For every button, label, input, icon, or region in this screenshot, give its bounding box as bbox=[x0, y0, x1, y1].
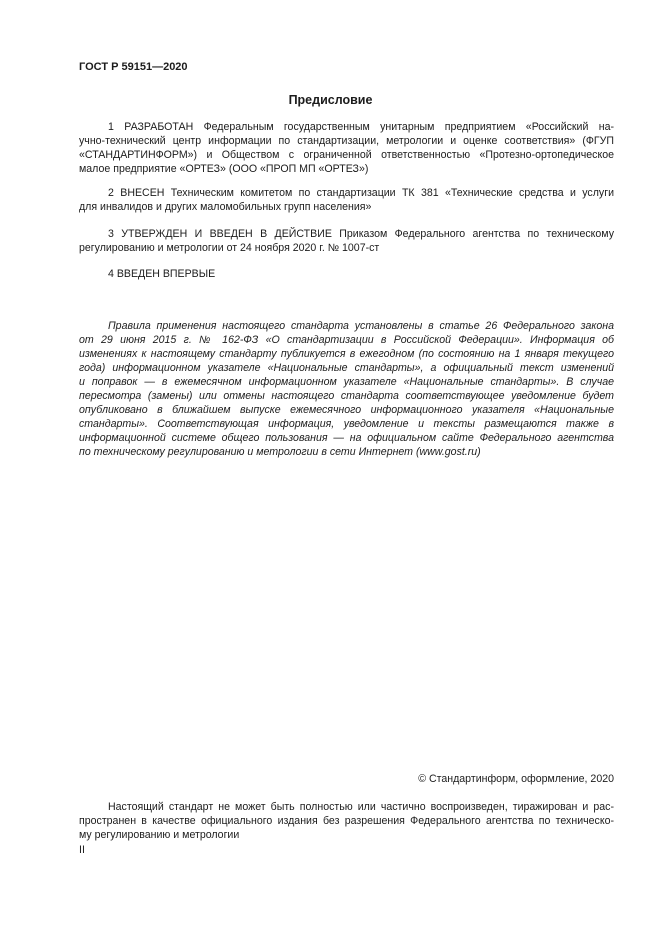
notice-line: стандарты». Соответствующая информация, уведомление и тексты размещаются также в bbox=[79, 418, 614, 430]
notice-line: от 29 июня 2015 г. № 162-ФЗ «О стандартизации в Российской Федерации». Информация об bbox=[79, 334, 614, 346]
paragraph-first-time bbox=[79, 267, 614, 281]
paragraph-introduced bbox=[79, 186, 614, 214]
paragraph-line: регулированию и метрологии от 24 ноября 2020 г. № 1007-ст bbox=[79, 242, 380, 254]
notice-line: пересмотра (замены) или отмены настоящего стандарта соответствующее уведомление будет bbox=[79, 390, 614, 402]
notice-line: Правила применения настоящего стандарта установлены в статье 26 Федерального закона bbox=[108, 320, 614, 332]
paragraph-line: 2 ВНЕСЕН Техническим комитетом по стандартизации ТК 381 «Технические средства и услуги bbox=[108, 187, 614, 199]
paragraph-line: учно-технический центр информации по стандартизации, метрологии и оценке соответствия» (ФГУП bbox=[79, 135, 614, 147]
notice-line: информационной системе общего пользования — на официальном сайте Федерального агентства bbox=[79, 432, 614, 444]
standard-code-header: ГОСТ Р 59151—2020 bbox=[79, 61, 188, 73]
reproduction-line: пространен в качестве официального издания без разрешения Федерального агентства по техническо- bbox=[79, 815, 614, 827]
paragraph-developed bbox=[79, 120, 614, 176]
page-number: II bbox=[79, 844, 85, 856]
notice-line: опубликовано в ближайшем выпуске ежемесячного информационного указателя «Национальные bbox=[79, 404, 614, 416]
paragraph-line: 1 РАЗРАБОТАН Федеральным государственным унитарным предприятием «Российский на- bbox=[108, 121, 614, 133]
notice-line: изменениях к настоящему стандарту публикуется в ежегодном (по состоянию на 1 января текущего bbox=[79, 348, 614, 360]
paragraph-line: 3 УТВЕРЖДЕН И ВВЕДЕН В ДЕЙСТВИЕ Приказом Федерального агентства по техническому bbox=[108, 228, 614, 240]
reproduction-line: Настоящий стандарт не может быть полностью или частично воспроизведен, тиражирован и рас- bbox=[108, 801, 614, 813]
paragraph-approved bbox=[79, 227, 614, 255]
copyright-line: © Стандартинформ, оформление, 2020 bbox=[418, 773, 614, 785]
reproduction-notice bbox=[79, 800, 614, 842]
paragraph-line: «СТАНДАРТИНФОРМ») и Обществом с ограниченной ответственностью «Протезно-ортопедическое bbox=[79, 149, 614, 161]
notice-line: и поправок — в ежемесячном информационном указателе «Национальные стандарты». В случае bbox=[79, 376, 614, 388]
notice-line: по техническому регулированию и метрологии в сети Интернет (www.gost.ru) bbox=[79, 446, 481, 458]
reproduction-line: му регулированию и метрологии bbox=[79, 829, 240, 841]
application-rules-notice bbox=[79, 319, 614, 459]
paragraph-line: для инвалидов и других маломобильных групп населения» bbox=[79, 201, 372, 213]
notice-line: года) информационном указателе «Национальные стандарты», а официальный текст изменений bbox=[79, 362, 614, 374]
paragraph-line: малое предприятие «ОРТЕЗ» (ООО «ПРОП МП «ОРТЕЗ») bbox=[79, 163, 369, 175]
section-title: Предисловие bbox=[288, 93, 373, 107]
paragraph-line: 4 ВВЕДЕН ВПЕРВЫЕ bbox=[108, 268, 216, 280]
